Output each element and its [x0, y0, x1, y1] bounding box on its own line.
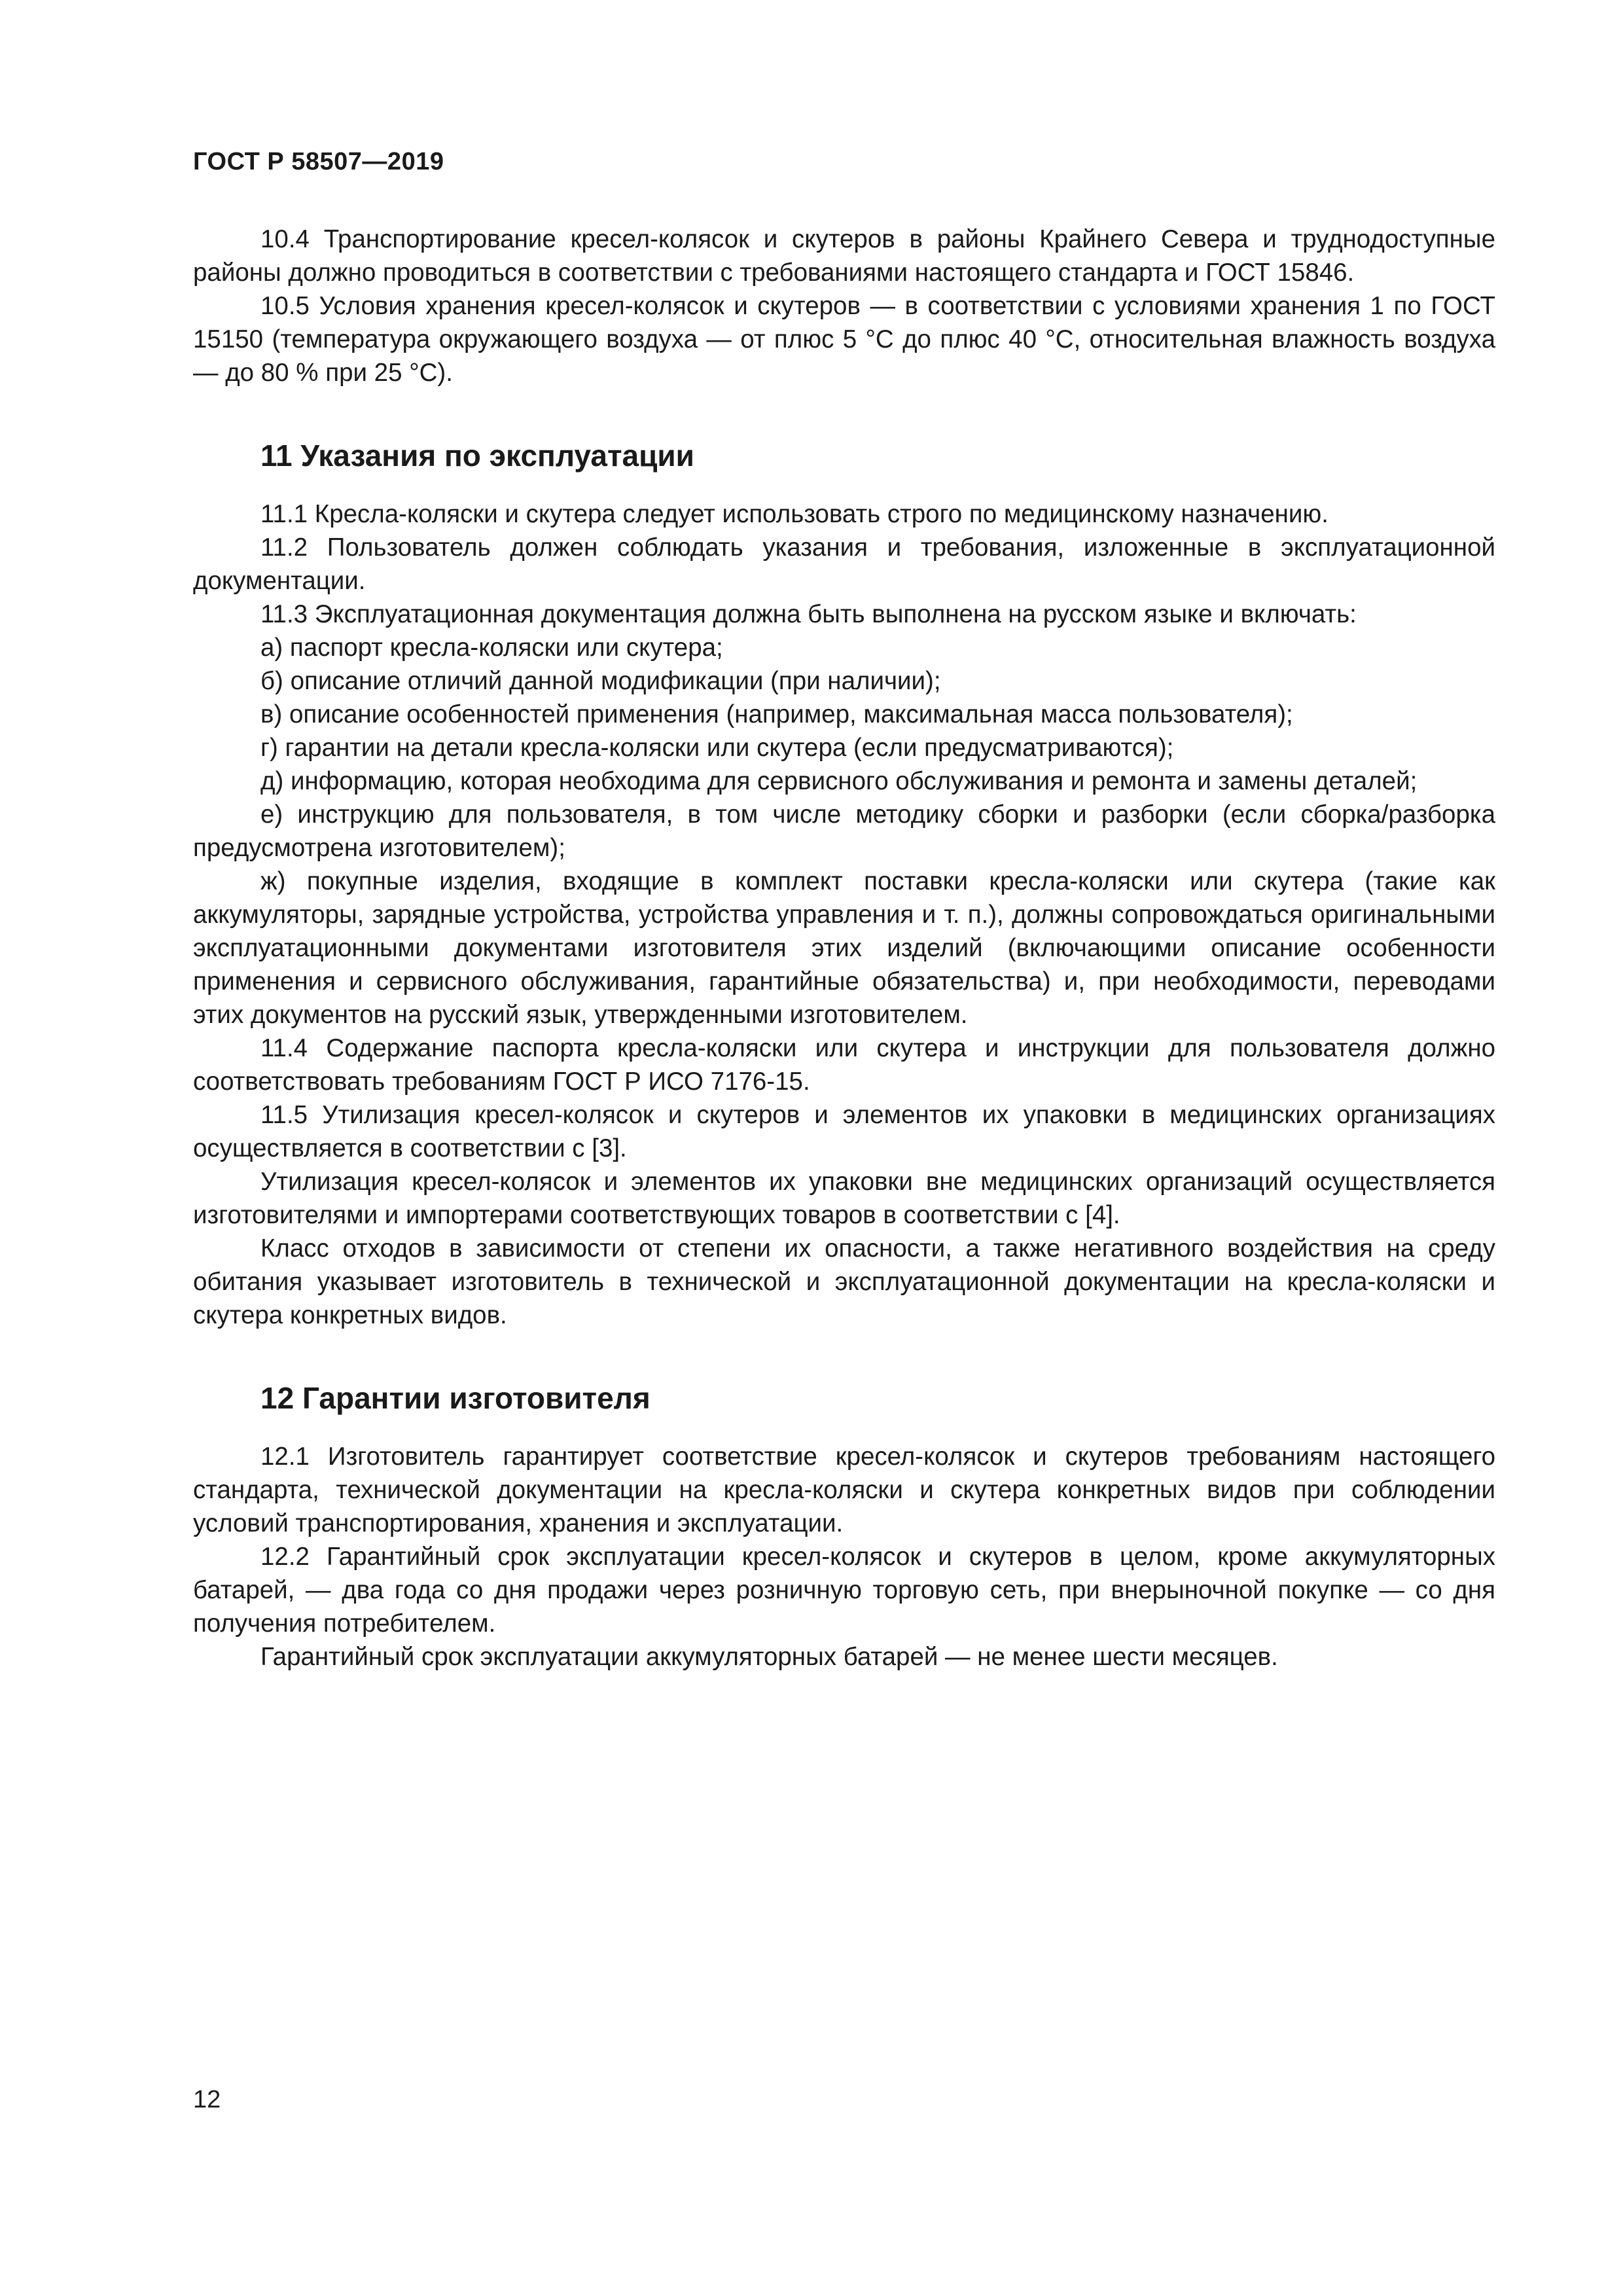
- paragraph-10-5: 10.5 Условия хранения кресел-колясок и скутеров — в соответствии с условиями хранения 1 по ГОСТ 15150 (температура окружающего воздуха — от плюс 5 °С до плюс 40 °С, относительная влажность воздуха — до 80 % при 25 °С).: [193, 292, 1495, 387]
- list-item-e: е) инструкцию для пользователя, в том числе методику сборки и разборки (если сборка/разборка предусмотрена изготовителем);: [193, 800, 1495, 862]
- paragraph-12-1: 12.1 Изготовитель гарантирует соответствие кресел-колясок и скутеров требованиям настоящего стандарта, технической документации на кресла-коляски и скутера конкретных видов при соблюдении условий транспортирования, хранения и эксплуатации.: [193, 1443, 1495, 1537]
- document-body: [193, 223, 1495, 1674]
- paragraph-11-5-disposal: Утилизация кресел-колясок и элементов их упаковки вне медицинских организаций осуществляется изготовителями и импортерами соответствующих товаров в соответствии с [4].: [193, 1168, 1495, 1229]
- list-item-v: в) описание особенностей применения (например, максимальная масса пользователя);: [260, 700, 1293, 728]
- list-item-b: б) описание отличий данной модификации (при наличии);: [260, 667, 941, 695]
- paragraph-11-5-waste-class: Класс отходов в зависимости от степени их опасности, а также негативного воздействия на среду обитания указывает изготовитель в технической и эксплуатационной документации на кресла-коляски и скутера конкретных видов.: [193, 1234, 1495, 1329]
- paragraph-12-battery: Гарантийный срок эксплуатации аккумуляторных батарей — не менее шести месяцев.: [260, 1643, 1278, 1671]
- document-header: ГОСТ Р 58507—2019: [193, 148, 444, 175]
- list-item-g: г) гарантии на детали кресла-коляски или скутера (если предусматриваются);: [260, 734, 1174, 762]
- paragraph-11-3: 11.3 Эксплуатационная документация должна быть выполнена на русском языке и включать:: [260, 600, 1357, 628]
- section-11-heading: 11 Указания по эксплуатации: [260, 439, 694, 473]
- list-item-zh: ж) покупные изделия, входящие в комплект поставки кресла-коляски или скутера (такие как аккумуляторы, зарядные устройства, устройства управления и т. п.), должны сопровождаться оригинальными эксплуатационными документами изготовителя этих изделий (включающими описание особенности применения и сервисного обслуживания, гарантийные обязательства) и, при необходимости, переводами этих документов на русский язык, утвержденными изготовителем.: [193, 867, 1495, 1029]
- paragraph-11-5: 11.5 Утилизация кресел-колясок и скутеров и элементов их упаковки в медицинских организациях осуществляется в соответствии с [3].: [193, 1101, 1495, 1162]
- paragraph-11-1: 11.1 Кресла-коляски и скутера следует использовать строго по медицинскому назначению.: [260, 500, 1329, 528]
- page-number: 12: [193, 2086, 221, 2113]
- list-item-d: д) информацию, которая необходима для сервисного обслуживания и ремонта и замены деталей;: [260, 767, 1418, 795]
- paragraph-10-4: 10.4 Транспортирование кресел-колясок и скутеров в районы Крайнего Севера и труднодоступные районы должно проводиться в соответствии с требованиями настоящего стандарта и ГОСТ 15846.: [193, 225, 1495, 287]
- paragraph-11-2: 11.2 Пользователь должен соблюдать указания и требования, изложенные в эксплуатационной документации.: [193, 533, 1495, 595]
- section-12-heading: 12 Гарантии изготовителя: [260, 1381, 651, 1415]
- paragraph-11-4: 11.4 Содержание паспорта кресла-коляски или скутера и инструкции для пользователя должно соответствовать требованиям ГОСТ Р ИСО 7176-15.: [193, 1034, 1495, 1096]
- list-item-a: а) паспорт кресла-коляски или скутера;: [260, 634, 723, 662]
- paragraph-12-2: 12.2 Гарантийный срок эксплуатации кресел-колясок и скутеров в целом, кроме аккумуляторных батарей, — два года со дня продажи через розничную торговую сеть, при внерыночной покупке — со дня получения потребителем.: [193, 1543, 1495, 1638]
